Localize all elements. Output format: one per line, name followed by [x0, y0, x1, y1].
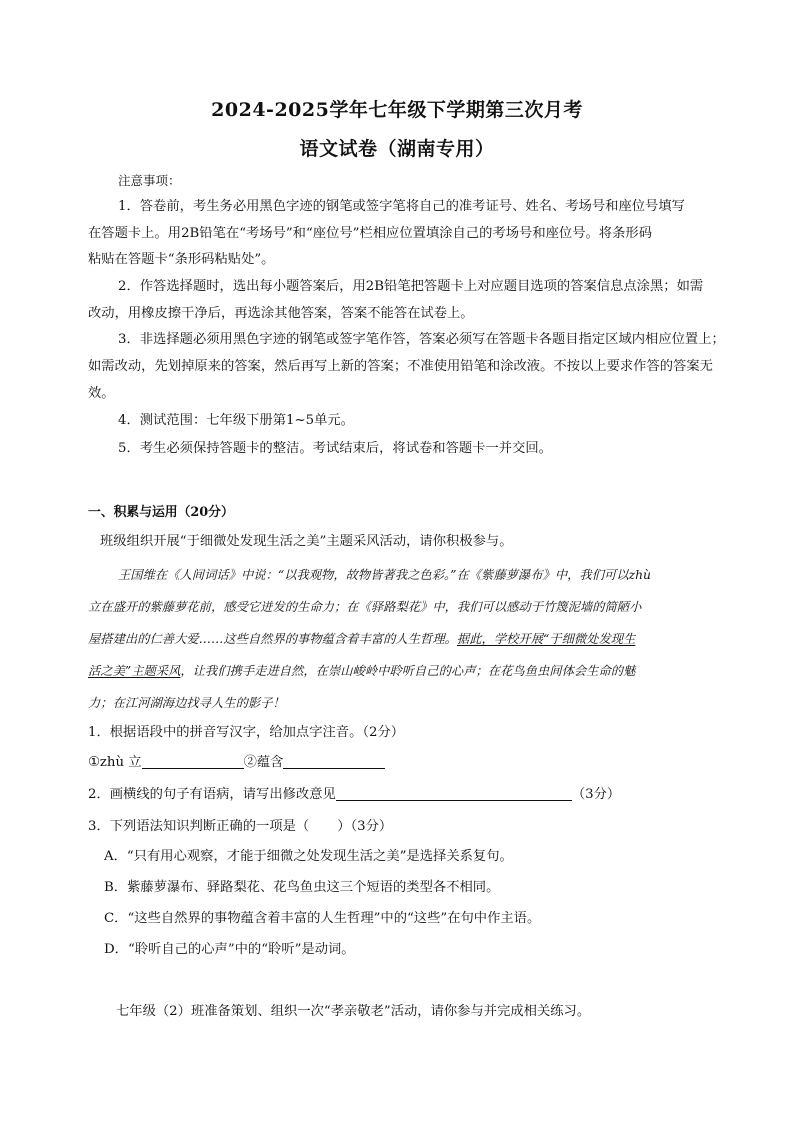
notes-heading: 注意事项： [118, 173, 181, 188]
notes-line: 改动，用橡皮擦干净后，再选涂其他答案，答案不能答在试卷上。 [88, 306, 474, 321]
next-activity-intro: 七年级（2）班准备策划、组织一次“孝亲敬老”活动，请你参与并完成相关练习。 [116, 1004, 591, 1019]
question-2-stem: 2．画横线的句子有语病，请写出修改意见 [88, 787, 336, 802]
question-2-blank[interactable] [336, 786, 572, 801]
option-a: A．“只有用心观察，才能于细微之处发现生活之美”是选择关系复句。 [104, 849, 513, 864]
notes-line: 3．非选择题必须用黑色字迹的钢笔或签字笔作答，答案必须写在答题卡各题目指定区域内相应位置上； [118, 332, 725, 347]
notes-line: 在答题卡上。用2B铅笔在“考场号”和“座位号”栏相应位置填涂自己的考场号和座位号。将条形码 [88, 226, 652, 241]
question-3-stem [88, 818, 392, 836]
passage-line [88, 630, 635, 648]
passage-line: 立在盛开的紫藤萝花前，感受它迸发的生命力；在《驿路梨花》中，我们可以感动于竹篾泥墙的简陋小 [88, 600, 642, 614]
option-d: D．“聆听自己的心声”中的“聆听”是动词。 [104, 942, 355, 957]
question-3-stem-text: 3．下列语法知识判断正确的一项是（ [88, 819, 310, 834]
underlined-sentence: 活之美”主题采风 [88, 664, 181, 678]
notes-line: 如需改动，先划掉原来的答案，然后再写上新的答案；不准使用铅笔和涂改液。不按以上要求作答的答案无 [88, 359, 713, 374]
question-1-answers [88, 754, 385, 772]
section-intro: 班级组织开展“于细微处发现生活之美”主题采风活动，请你积极参与。 [100, 534, 513, 549]
passage-line [88, 662, 635, 680]
notes-line: 5．考生必须保持答题卡的整洁。考试结束后，将试卷和答题卡一并交回。 [118, 441, 552, 456]
answer-b-label: ②蕴含 [243, 755, 284, 770]
notes-line: 粘贴在答题卡“条形码粘贴处”。 [88, 252, 275, 267]
question-1-stem: 1．根据语段中的拼音写汉字，给加点字注音。（2分） [88, 725, 405, 740]
notes-line: 2．作答选择题时，选出每小题答案后，用2B铅笔把答题卡上对应题目选项的答案信息点涂黑；如需 [118, 279, 704, 294]
notes-line: 1．答卷前，考生务必用黑色字迹的钢笔或签字笔将自己的准考证号、姓名、考场号和座位号填写 [118, 199, 685, 214]
option-b: B．紫藤萝瀑布、驿路梨花、花鸟鱼虫这三个短语的类型各不相同。 [104, 880, 500, 895]
section-heading: 一、积累与运用（20分） [88, 505, 234, 520]
passage-line: 力；在江河湖海边找寻人生的影子！ [88, 696, 285, 710]
option-c: C．“这些自然界的事物蕴含着丰富的人生哲理”中的“这些”在句中作主语。 [104, 911, 541, 926]
exam-title: 2024-2025学年七年级下学期第三次月考 [211, 99, 583, 121]
underlined-sentence: 据此，学校开展“于细微处发现生 [456, 632, 636, 646]
notes-line: 4．测试范围：七年级下册第1~5单元。 [118, 413, 354, 428]
passage-text: 屋搭建出的仁善大爱……这些自然界的事物蕴含着丰富的人生哲理。 [88, 632, 457, 646]
passage-text: ，让我们携手走进自然，在崇山峻岭中聆听自己的心声；在花鸟鱼虫间体会生命的魅 [180, 664, 636, 678]
exam-subtitle: 语文试卷（湖南专用） [299, 138, 495, 160]
question-2-score: （3分） [571, 787, 621, 802]
question-2 [88, 786, 620, 804]
answer-a-blank[interactable] [142, 754, 244, 769]
passage-line: 王国维在《人间词话》中说：“以我观物，故物皆著我之色彩。”在《紫藤萝瀑布》中，我们可以zhù [118, 568, 651, 582]
answer-a-label: ①zhù 立 [88, 755, 142, 770]
question-3-score: ）（3分） [337, 819, 393, 834]
answer-b-blank[interactable] [283, 754, 385, 769]
notes-line: 效。 [88, 386, 115, 401]
